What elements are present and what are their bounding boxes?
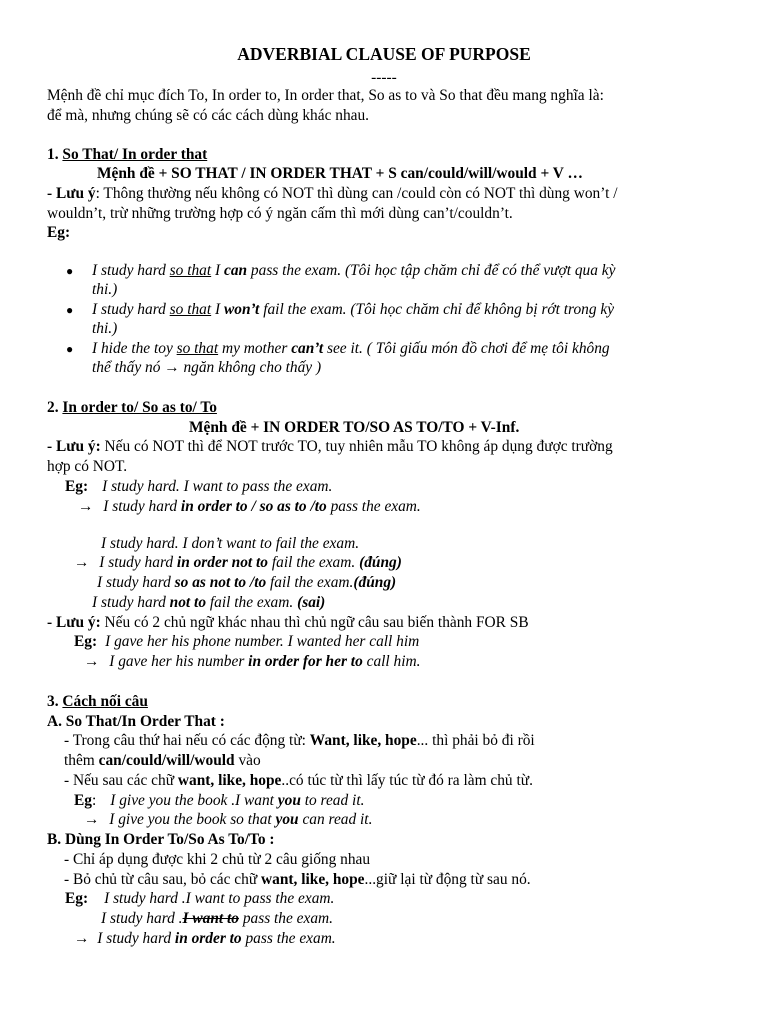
section-title: So That/ In order that bbox=[62, 146, 208, 163]
arrow-icon: → bbox=[84, 811, 100, 828]
section-2-note-line-2: hợp có NOT. bbox=[47, 458, 128, 475]
note-text: Nếu có 2 chủ ngữ khác nhau thì chủ ngữ câu sau biến thành FOR SB bbox=[100, 614, 529, 631]
subsection-a-eg: Eg: I give you the book .I want you to read it. bbox=[74, 792, 365, 809]
rewrite-4: I study hard not to fail the exam. (sai) bbox=[92, 594, 326, 611]
rewrite-1: → I study hard in order to / so as to /to pass the exam. bbox=[78, 498, 421, 515]
example-3-line-1: I hide the toy so that my mother can’t see it. ( Tôi giấu món đồ chơi để mẹ tôi không bbox=[92, 340, 610, 357]
intro-line-1: Mệnh đề chỉ mục đích To, In order to, In order that, So as to và So that đều mang nghĩa là: bbox=[47, 87, 604, 104]
section-2-eg bbox=[65, 477, 332, 497]
intro-line-2: để mà, nhưng chúng sẽ có các cách dùng khác nhau. bbox=[47, 107, 370, 124]
subsection-a-title: A. So That/In Order That : bbox=[47, 713, 225, 730]
page-title: ADVERBIAL CLAUSE OF PURPOSE bbox=[237, 44, 531, 64]
section-2-note bbox=[47, 437, 613, 457]
note-text: Nếu có NOT thì để NOT trước TO, tuy nhiên mẫu TO không áp dụng được trường bbox=[100, 438, 613, 455]
section-title: In order to/ So as to/ To bbox=[62, 399, 217, 416]
bullet-icon: ● bbox=[66, 342, 74, 356]
section-2-eg-2 bbox=[74, 632, 419, 652]
example-line: I study hard. I don’t want to fail the exam. bbox=[101, 535, 360, 552]
note-label: - Lưu ý: bbox=[47, 614, 101, 631]
subsection-b-rewrite: → I study hard in order to pass the exam. bbox=[74, 930, 336, 947]
subsection-a-rewrite: → I give you the book so that you can read it. bbox=[84, 811, 373, 828]
subsection-b-line-2: - Bỏ chủ từ câu sau, bỏ các chữ want, like, hope...giữ lại từ động từ sau nó. bbox=[64, 871, 531, 888]
arrow-icon: → bbox=[74, 554, 90, 571]
arrow-icon: → bbox=[74, 930, 90, 947]
eg-text: I study hard. I want to pass the exam. bbox=[102, 478, 333, 495]
eg-label: Eg: bbox=[65, 478, 89, 495]
example-1-line-2: thi.) bbox=[92, 281, 118, 298]
section-1-eg-label: Eg: bbox=[47, 224, 71, 241]
subsection-a-line-3: - Nếu sau các chữ want, like, hope..có túc từ thì lấy túc từ đó ra làm chủ từ. bbox=[64, 772, 533, 789]
arrow-icon: → bbox=[84, 653, 100, 670]
subsection-b-example-line: I study hard .I want to pass the exam. bbox=[101, 910, 334, 927]
section-1-note-line-2: wouldn’t, trừ những trường hợp có ý ngăn cấm thì mới dùng can’t/couldn’t. bbox=[47, 205, 513, 222]
section-number: 2. bbox=[47, 399, 59, 416]
eg-label: Eg bbox=[74, 792, 92, 809]
rewrite-3: I study hard so as not to /to fail the exam.(đúng) bbox=[97, 574, 397, 591]
eg-text: I gave her his phone number. I wanted her call him bbox=[105, 633, 420, 650]
section-2-formula: Mệnh đề + IN ORDER TO/SO AS TO/TO + V-Inf. bbox=[189, 419, 520, 436]
subsection-b-eg: Eg: I study hard .I want to pass the exam. bbox=[65, 890, 335, 907]
section-number: 1. bbox=[47, 146, 59, 163]
struck-text: I want to bbox=[182, 910, 239, 927]
title-dashes: ----- bbox=[371, 69, 397, 86]
section-1-heading bbox=[47, 145, 207, 165]
example-2-line-1: I study hard so that I won’t fail the exam. (Tôi học chăm chỉ để không bị rớt trong kỳ bbox=[92, 301, 615, 318]
arrow-icon: → bbox=[78, 498, 94, 515]
example-2-line-2: thi.) bbox=[92, 320, 118, 337]
note-label: - Lưu ý bbox=[47, 185, 96, 202]
eg-label: Eg: bbox=[74, 633, 98, 650]
note-text: : Thông thường nếu không có NOT thì dùng can /could còn có NOT thì dùng won’t / bbox=[95, 185, 618, 202]
section-number: 3. bbox=[47, 693, 59, 710]
note-label: - Lưu ý: bbox=[47, 438, 101, 455]
example-1-line-1: I study hard so that I can pass the exam. (Tôi học tập chăm chỉ để có thể vượt qua kỳ bbox=[92, 262, 616, 279]
section-1-formula: Mệnh đề + SO THAT / IN ORDER THAT + S can/could/will/would + V … bbox=[97, 165, 583, 182]
example-3-line-2: thể thấy nó → ngăn không cho thấy ) bbox=[92, 359, 322, 376]
section-2-note-2 bbox=[47, 613, 529, 633]
section-3-heading bbox=[47, 692, 148, 712]
rewrite-2: → I study hard in order not to fail the exam. (đúng) bbox=[74, 554, 402, 571]
section-2-heading bbox=[47, 398, 217, 418]
rewrite-5: → I gave her his number in order for her to call him. bbox=[84, 653, 421, 670]
subsection-a-line-1: - Trong câu thứ hai nếu có các động từ: Want, like, hope... thì phải bỏ đi rồi bbox=[64, 732, 535, 749]
section-1-note bbox=[47, 184, 617, 204]
bullet-icon: ● bbox=[66, 303, 74, 317]
eg-label: Eg: bbox=[65, 890, 89, 907]
subsection-b-title: B. Dùng In Order To/So As To/To : bbox=[47, 831, 275, 848]
bullet-icon: ● bbox=[66, 264, 74, 278]
subsection-b-line-1: - Chỉ áp dụng được khi 2 chủ từ 2 câu giống nhau bbox=[64, 851, 371, 868]
subsection-a-line-2: thêm can/could/will/would vào bbox=[64, 752, 261, 769]
section-title: Cách nối câu bbox=[62, 693, 148, 710]
